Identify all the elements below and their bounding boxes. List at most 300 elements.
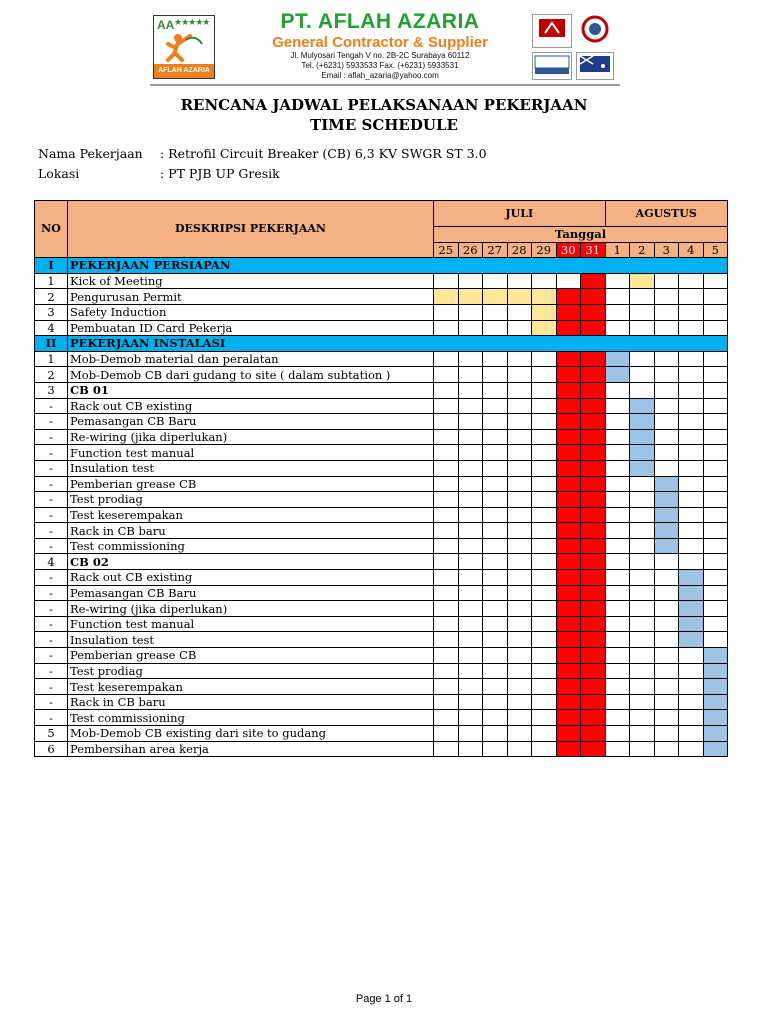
schedule-cell — [654, 382, 679, 398]
schedule-cell — [483, 710, 508, 726]
schedule-cell — [605, 554, 630, 570]
schedule-cell — [483, 663, 508, 679]
schedule-cell — [507, 445, 532, 461]
holiday-cell — [556, 460, 581, 476]
schedule-cell — [703, 476, 728, 492]
schedule-cell — [458, 398, 483, 414]
holiday-cell — [556, 663, 581, 679]
header-day: 5 — [703, 242, 728, 258]
schedule-cell — [532, 351, 557, 367]
schedule-cell — [654, 632, 679, 648]
schedule-cell — [458, 694, 483, 710]
schedule-cell — [532, 273, 557, 289]
schedule-cell — [605, 679, 630, 695]
task-row — [35, 632, 728, 648]
schedule-cell — [703, 289, 728, 305]
holiday-cell — [556, 367, 581, 383]
schedule-cell — [434, 632, 459, 648]
schedule-cell — [630, 507, 655, 523]
schedule-cell — [703, 367, 728, 383]
task-row — [35, 679, 728, 695]
task-description: Rack in CB baru — [68, 523, 434, 539]
schedule-cell — [434, 554, 459, 570]
schedule-cell — [605, 445, 630, 461]
row-number: 4 — [35, 320, 68, 336]
schedule-cell — [532, 710, 557, 726]
holiday-cell — [581, 273, 606, 289]
task-row — [35, 601, 728, 617]
schedule-body — [35, 258, 728, 757]
schedule-cell — [630, 726, 655, 742]
header-day: 26 — [458, 242, 483, 258]
schedule-cell — [483, 398, 508, 414]
schedule-cell — [532, 679, 557, 695]
schedule-cell — [458, 741, 483, 757]
task-description: Pembuatan ID Card Pekerja — [68, 320, 434, 336]
holiday-cell — [556, 289, 581, 305]
schedule-cell — [679, 320, 704, 336]
job-name-value: : Retrofil Circuit Breaker (CB) 6,3 KV SWGR ST 3.0 — [160, 146, 487, 161]
schedule-cell — [483, 351, 508, 367]
row-number: 2 — [35, 289, 68, 305]
schedule-cell — [483, 367, 508, 383]
task-row — [35, 492, 728, 508]
task-row — [35, 538, 728, 554]
logo-initials: AA — [157, 18, 175, 32]
schedule-cell — [703, 398, 728, 414]
schedule-cell — [605, 382, 630, 398]
schedule-cell — [679, 554, 704, 570]
schedule-cell — [679, 382, 704, 398]
schedule-cell — [630, 289, 655, 305]
schedule-cell — [654, 320, 679, 336]
schedule-cell — [458, 710, 483, 726]
schedule-cell — [605, 648, 630, 664]
scheduled-cell — [434, 289, 459, 305]
schedule-cell — [458, 538, 483, 554]
holiday-cell — [581, 601, 606, 617]
company-tagline: General Contractor & Supplier — [272, 34, 488, 51]
schedule-cell — [532, 616, 557, 632]
schedule-cell — [507, 632, 532, 648]
company-logo — [153, 15, 215, 79]
schedule-cell — [630, 616, 655, 632]
schedule-cell — [483, 507, 508, 523]
task-description: Kick of Meeting — [68, 273, 434, 289]
schedule-cell — [507, 507, 532, 523]
scheduled-cell — [654, 492, 679, 508]
schedule-cell — [434, 648, 459, 664]
holiday-cell — [581, 351, 606, 367]
schedule-cell — [483, 414, 508, 430]
row-number: - — [35, 523, 68, 539]
schedule-cell — [507, 616, 532, 632]
task-row — [35, 304, 728, 320]
row-number: 6 — [35, 741, 68, 757]
task-description: PEKERJAAN PERSIAPAN — [68, 258, 728, 274]
row-number: - — [35, 492, 68, 508]
scheduled-cell — [679, 616, 704, 632]
schedule-cell — [507, 679, 532, 695]
schedule-cell — [630, 585, 655, 601]
holiday-cell — [556, 414, 581, 430]
schedule-cell — [507, 694, 532, 710]
schedule-cell — [654, 554, 679, 570]
schedule-cell — [483, 523, 508, 539]
schedule-cell — [458, 429, 483, 445]
task-description: Test prodiag — [68, 492, 434, 508]
schedule-cell — [507, 663, 532, 679]
row-number: I — [35, 258, 68, 274]
schedule-cell — [532, 632, 557, 648]
row-number: - — [35, 460, 68, 476]
schedule-cell — [532, 507, 557, 523]
holiday-cell — [581, 445, 606, 461]
holiday-cell — [581, 320, 606, 336]
letterhead — [150, 10, 620, 82]
schedule-cell — [630, 570, 655, 586]
header-month-july: JULI — [434, 201, 606, 227]
schedule-cell — [458, 460, 483, 476]
schedule-cell — [556, 273, 581, 289]
scheduled-cell — [630, 445, 655, 461]
scheduled-cell — [532, 320, 557, 336]
task-description: Test keserempakan — [68, 507, 434, 523]
schedule-cell — [483, 741, 508, 757]
schedule-cell — [507, 648, 532, 664]
schedule-cell — [507, 398, 532, 414]
schedule-cell — [458, 273, 483, 289]
header-day: 25 — [434, 242, 459, 258]
schedule-cell — [654, 273, 679, 289]
schedule-cell — [605, 414, 630, 430]
header-day: 30 — [556, 242, 581, 258]
schedule-cell — [532, 601, 557, 617]
schedule-cell — [507, 601, 532, 617]
header-month-august: AGUSTUS — [605, 201, 728, 227]
company-phone: Tel. (+6231) 5933533 Fax. (+6231) 5933531 — [301, 61, 459, 70]
scheduled-cell — [630, 414, 655, 430]
schedule-cell — [507, 414, 532, 430]
schedule-cell — [679, 460, 704, 476]
header-day: 27 — [483, 242, 508, 258]
schedule-cell — [434, 710, 459, 726]
cert-badge-1 — [532, 14, 572, 48]
schedule-cell — [483, 445, 508, 461]
schedule-cell — [703, 585, 728, 601]
schedule-cell — [679, 476, 704, 492]
task-row — [35, 273, 728, 289]
schedule-cell — [679, 663, 704, 679]
schedule-cell — [434, 663, 459, 679]
schedule-cell — [458, 414, 483, 430]
schedule-cell — [679, 710, 704, 726]
schedule-cell — [654, 648, 679, 664]
schedule-cell — [679, 726, 704, 742]
location-row — [38, 166, 280, 181]
schedule-cell — [532, 554, 557, 570]
schedule-cell — [605, 320, 630, 336]
schedule-cell — [605, 585, 630, 601]
schedule-cell — [532, 694, 557, 710]
schedule-cell — [434, 476, 459, 492]
header-day: 3 — [654, 242, 679, 258]
schedule-cell — [630, 710, 655, 726]
task-row — [35, 616, 728, 632]
schedule-cell — [458, 601, 483, 617]
schedule-cell — [532, 476, 557, 492]
schedule-cell — [483, 538, 508, 554]
schedule-cell — [458, 367, 483, 383]
task-description: Rack out CB existing — [68, 398, 434, 414]
schedule-cell — [483, 585, 508, 601]
schedule-cell — [507, 570, 532, 586]
holiday-cell — [556, 632, 581, 648]
schedule-cell — [507, 367, 532, 383]
job-name-label: Nama Pekerjaan — [38, 146, 143, 161]
scheduled-cell — [630, 398, 655, 414]
row-number: - — [35, 429, 68, 445]
schedule-cell — [434, 679, 459, 695]
task-row — [35, 570, 728, 586]
task-row — [35, 726, 728, 742]
task-description: Re-wiring (jika diperlukan) — [68, 429, 434, 445]
scheduled-cell — [679, 570, 704, 586]
schedule-cell — [458, 570, 483, 586]
row-number: - — [35, 601, 68, 617]
schedule-cell — [532, 726, 557, 742]
holiday-cell — [556, 429, 581, 445]
schedule-cell — [703, 382, 728, 398]
schedule-cell — [458, 679, 483, 695]
cert-badge-4 — [576, 52, 614, 80]
header-description: DESKRIPSI PEKERJAAN — [68, 201, 434, 258]
schedule-cell — [679, 367, 704, 383]
task-row — [35, 445, 728, 461]
schedule-cell — [458, 523, 483, 539]
schedule-cell — [605, 632, 630, 648]
holiday-cell — [556, 648, 581, 664]
task-row — [35, 585, 728, 601]
task-description: Test commissioning — [68, 710, 434, 726]
schedule-cell — [630, 663, 655, 679]
scheduled-cell — [703, 694, 728, 710]
header-day: 2 — [630, 242, 655, 258]
task-description: Test commissioning — [68, 538, 434, 554]
schedule-cell — [605, 601, 630, 617]
schedule-cell — [630, 476, 655, 492]
task-description: Rack in CB baru — [68, 694, 434, 710]
page-footer: Page 1 of 1 — [355, 993, 413, 1005]
schedule-cell — [532, 663, 557, 679]
section-row — [35, 258, 728, 274]
schedule-cell — [679, 492, 704, 508]
task-row — [35, 554, 728, 570]
schedule-cell — [679, 351, 704, 367]
scheduled-cell — [679, 585, 704, 601]
schedule-cell — [605, 538, 630, 554]
schedule-cell — [483, 679, 508, 695]
scheduled-cell — [605, 351, 630, 367]
schedule-cell — [532, 460, 557, 476]
schedule-cell — [679, 648, 704, 664]
row-number: 5 — [35, 726, 68, 742]
schedule-table — [34, 200, 728, 757]
schedule-cell — [507, 476, 532, 492]
scheduled-cell — [654, 523, 679, 539]
schedule-cell — [532, 538, 557, 554]
holiday-cell — [581, 726, 606, 742]
holiday-cell — [556, 382, 581, 398]
header-day: 28 — [507, 242, 532, 258]
holiday-cell — [581, 304, 606, 320]
schedule-cell — [703, 445, 728, 461]
schedule-cell — [654, 429, 679, 445]
schedule-cell — [458, 320, 483, 336]
task-row — [35, 507, 728, 523]
schedule-cell — [630, 632, 655, 648]
schedule-cell — [703, 570, 728, 586]
holiday-cell — [556, 492, 581, 508]
holiday-cell — [581, 632, 606, 648]
schedule-cell — [630, 367, 655, 383]
task-row — [35, 414, 728, 430]
row-number: - — [35, 710, 68, 726]
schedule-cell — [458, 585, 483, 601]
scheduled-cell — [532, 304, 557, 320]
schedule-cell — [532, 585, 557, 601]
task-row — [35, 476, 728, 492]
schedule-cell — [434, 382, 459, 398]
holiday-cell — [581, 554, 606, 570]
schedule-cell — [703, 460, 728, 476]
schedule-cell — [654, 367, 679, 383]
schedule-cell — [605, 273, 630, 289]
holiday-cell — [581, 523, 606, 539]
schedule-cell — [532, 414, 557, 430]
header-no: NO — [35, 201, 68, 258]
schedule-cell — [630, 492, 655, 508]
holiday-cell — [581, 492, 606, 508]
schedule-cell — [605, 726, 630, 742]
schedule-cell — [458, 351, 483, 367]
holiday-cell — [556, 710, 581, 726]
schedule-cell — [483, 460, 508, 476]
scheduled-cell — [679, 601, 704, 617]
schedule-cell — [434, 570, 459, 586]
schedule-cell — [654, 414, 679, 430]
schedule-cell — [507, 492, 532, 508]
holiday-cell — [581, 289, 606, 305]
schedule-cell — [630, 538, 655, 554]
schedule-cell — [483, 492, 508, 508]
schedule-cell — [654, 616, 679, 632]
row-number: 4 — [35, 554, 68, 570]
schedule-cell — [679, 523, 704, 539]
schedule-cell — [630, 601, 655, 617]
schedule-cell — [507, 726, 532, 742]
task-description: Function test manual — [68, 445, 434, 461]
holiday-cell — [581, 476, 606, 492]
schedule-cell — [507, 304, 532, 320]
schedule-cell — [434, 414, 459, 430]
schedule-cell — [507, 460, 532, 476]
holiday-cell — [581, 585, 606, 601]
task-description: Test prodiag — [68, 663, 434, 679]
scheduled-cell — [654, 476, 679, 492]
schedule-cell — [630, 679, 655, 695]
holiday-cell — [581, 648, 606, 664]
schedule-cell — [630, 554, 655, 570]
schedule-cell — [434, 523, 459, 539]
scheduled-cell — [703, 741, 728, 757]
schedule-cell — [703, 632, 728, 648]
task-description: CB 01 — [68, 382, 434, 398]
task-row — [35, 320, 728, 336]
schedule-cell — [507, 741, 532, 757]
scheduled-cell — [630, 460, 655, 476]
holiday-cell — [556, 585, 581, 601]
schedule-cell — [630, 648, 655, 664]
row-number: II — [35, 336, 68, 352]
holiday-cell — [556, 476, 581, 492]
schedule-cell — [434, 507, 459, 523]
schedule-cell — [507, 538, 532, 554]
task-row — [35, 648, 728, 664]
schedule-cell — [458, 632, 483, 648]
location-label: Lokasi — [38, 166, 80, 181]
company-block — [230, 10, 530, 81]
logo-figure-icon — [164, 30, 204, 62]
schedule-cell — [434, 273, 459, 289]
task-description: Pemasangan CB Baru — [68, 414, 434, 430]
holiday-cell — [556, 398, 581, 414]
logo-band: AFLAH AZARIA — [154, 64, 214, 78]
schedule-cell — [458, 616, 483, 632]
task-description: CB 02 — [68, 554, 434, 570]
header-day: 4 — [679, 242, 704, 258]
schedule-cell — [458, 445, 483, 461]
schedule-cell — [483, 273, 508, 289]
task-description: Mob-Demob CB existing dari site to gudang — [68, 726, 434, 742]
holiday-cell — [581, 414, 606, 430]
schedule-cell — [679, 445, 704, 461]
task-row — [35, 398, 728, 414]
schedule-cell — [434, 492, 459, 508]
schedule-cell — [434, 351, 459, 367]
row-number: - — [35, 632, 68, 648]
task-row — [35, 382, 728, 398]
schedule-cell — [458, 663, 483, 679]
schedule-cell — [703, 616, 728, 632]
task-description: Insulation test — [68, 460, 434, 476]
cert-badge-2 — [576, 14, 614, 48]
schedule-cell — [654, 710, 679, 726]
schedule-cell — [483, 632, 508, 648]
scheduled-cell — [679, 632, 704, 648]
scheduled-cell — [703, 663, 728, 679]
holiday-cell — [581, 429, 606, 445]
schedule-cell — [703, 523, 728, 539]
header-divider — [150, 84, 620, 86]
schedule-cell — [703, 273, 728, 289]
row-number: 3 — [35, 382, 68, 398]
schedule-cell — [630, 741, 655, 757]
schedule-cell — [507, 585, 532, 601]
company-email: Email : aflah_azaria@yahoo.com — [321, 71, 439, 80]
schedule-cell — [679, 289, 704, 305]
task-row — [35, 351, 728, 367]
